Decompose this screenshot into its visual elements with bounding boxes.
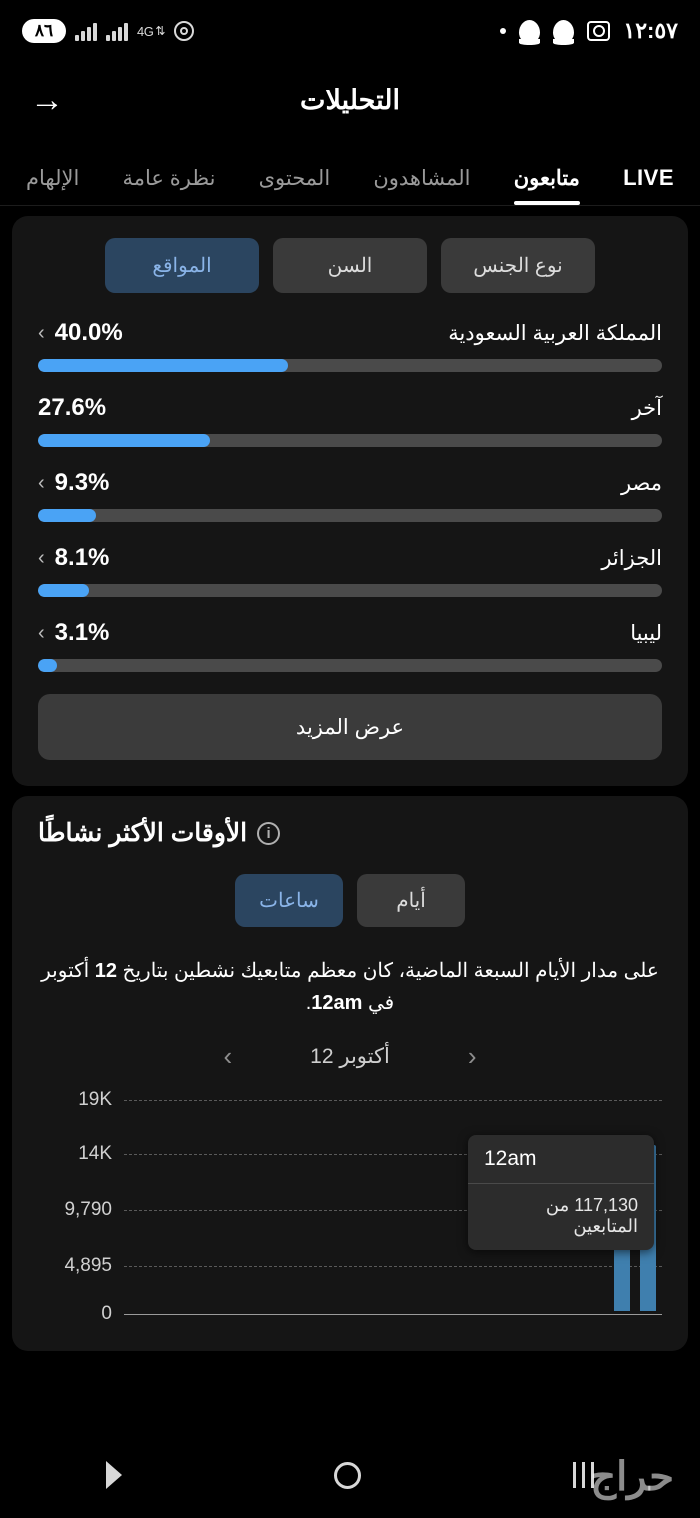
tooltip-hour: 12am [484, 1147, 537, 1170]
segment-age[interactable]: السن [273, 238, 427, 293]
summary-prefix: على مدار الأيام السبعة الماضية، كان معظم متابعيك نشطين بتاريخ [117, 960, 659, 982]
arrow-right-icon[interactable]: → [30, 81, 64, 119]
location-name: مصر [620, 471, 662, 495]
summary-mid: أكتوبر في [41, 960, 395, 1014]
tab-viewers[interactable]: المشاهدون [373, 167, 471, 190]
y-axis-label: 14K [78, 1143, 112, 1164]
show-more-button[interactable]: عرض المزيد [38, 694, 662, 760]
hotspot-icon [174, 21, 194, 41]
location-name: الجزائر [601, 546, 662, 570]
location-bar-track [38, 584, 662, 597]
active-times-header [38, 818, 662, 848]
scroll-content[interactable] [0, 206, 700, 1432]
active-times-title: الأوقات الأكثر نشاطًا [38, 819, 248, 847]
demographics-segmented-control[interactable] [38, 238, 662, 293]
y-axis-label: 9,790 [64, 1199, 112, 1220]
summary-hour: 12am [311, 992, 363, 1014]
location-bar-fill [38, 584, 89, 597]
active-times-chart [38, 1089, 662, 1325]
active-times-segmented-control[interactable] [38, 874, 662, 927]
y-axis-label: 4,895 [64, 1255, 112, 1276]
location-bar-fill [38, 434, 210, 447]
segment-gender[interactable]: نوع الجنس [441, 238, 595, 293]
back-triangle-icon[interactable] [106, 1461, 122, 1489]
chevron-left-icon[interactable]: ‹ [38, 547, 45, 569]
tab-overview[interactable]: نظرة عامة [122, 167, 216, 190]
segment-days[interactable]: أيام [357, 874, 465, 927]
data-arrows-icon: ⇅ [155, 23, 166, 38]
analytics-tabs[interactable] [0, 138, 700, 206]
tab-followers[interactable]: متابعون [514, 166, 580, 205]
location-percent: 8.1% [54, 544, 110, 571]
snapchat-2-icon [553, 20, 574, 43]
location-percent: 3.1% [54, 619, 110, 646]
page-title: التحليلات [300, 84, 400, 115]
chevron-left-icon[interactable]: ‹ [38, 472, 45, 494]
signal-bars-2-icon [106, 22, 128, 41]
date-navigator[interactable] [38, 1043, 662, 1069]
location-list [38, 319, 662, 672]
clock-time: ١٢:٥٧ [623, 18, 678, 43]
location-row[interactable] [38, 469, 662, 522]
location-percent: 27.6% [38, 394, 107, 421]
tab-live[interactable]: LIVE [623, 165, 674, 190]
network-type: 4G ⇅ [137, 23, 166, 39]
location-bar-fill [38, 659, 57, 672]
location-row[interactable] [38, 619, 662, 672]
segment-hours[interactable]: ساعات [235, 874, 343, 927]
info-icon[interactable]: i [257, 822, 280, 845]
snapchat-icon [519, 20, 540, 43]
status-right [500, 18, 678, 44]
y-axis-label: 0 [101, 1303, 112, 1324]
location-bar-track [38, 659, 662, 672]
screenshot-icon [587, 21, 610, 41]
chevron-right-icon[interactable]: › [467, 1041, 477, 1071]
location-bar-fill [38, 359, 288, 372]
active-times-card [12, 796, 688, 1351]
location-row[interactable] [38, 319, 662, 372]
location-name: المملكة العربية السعودية [448, 321, 662, 345]
summary-suffix: . [305, 992, 312, 1014]
signal-bars-icon [75, 22, 97, 41]
chart-tooltip [468, 1135, 654, 1250]
tab-content[interactable]: المحتوى [258, 167, 331, 190]
system-nav-bar[interactable] [0, 1432, 700, 1518]
location-bar-fill [38, 509, 96, 522]
demographics-card [12, 216, 688, 786]
watermark: حراج [590, 1455, 674, 1499]
location-percent: 9.3% [54, 469, 110, 496]
status-left [22, 19, 194, 43]
page-header [0, 62, 700, 138]
tab-inspiration[interactable]: الإلهام [26, 167, 80, 190]
location-name: آخر [631, 396, 662, 420]
y-axis-label: 19K [78, 1089, 112, 1110]
location-bar-track [38, 359, 662, 372]
chevron-left-icon[interactable]: ‹ [223, 1041, 233, 1071]
segment-locations[interactable]: المواقع [105, 238, 259, 293]
summary-day: 12 [94, 960, 117, 982]
location-percent: 40.0% [54, 319, 123, 346]
location-bar-track [38, 509, 662, 522]
chevron-left-icon[interactable]: ‹ [38, 322, 45, 344]
location-row[interactable] [38, 394, 662, 447]
date-label: 12 أكتوبر [310, 1044, 390, 1068]
chevron-left-icon[interactable]: ‹ [38, 622, 45, 644]
location-bar-track [38, 434, 662, 447]
recording-dot-icon [500, 28, 506, 34]
status-bar [0, 0, 700, 62]
battery-level: ٨٦ [22, 19, 66, 43]
tooltip-value: 117,130 من المتابعين [545, 1195, 638, 1236]
location-row[interactable] [38, 544, 662, 597]
location-name: ليبيا [630, 621, 662, 645]
active-times-summary [38, 955, 662, 1019]
home-circle-icon[interactable] [334, 1462, 361, 1489]
